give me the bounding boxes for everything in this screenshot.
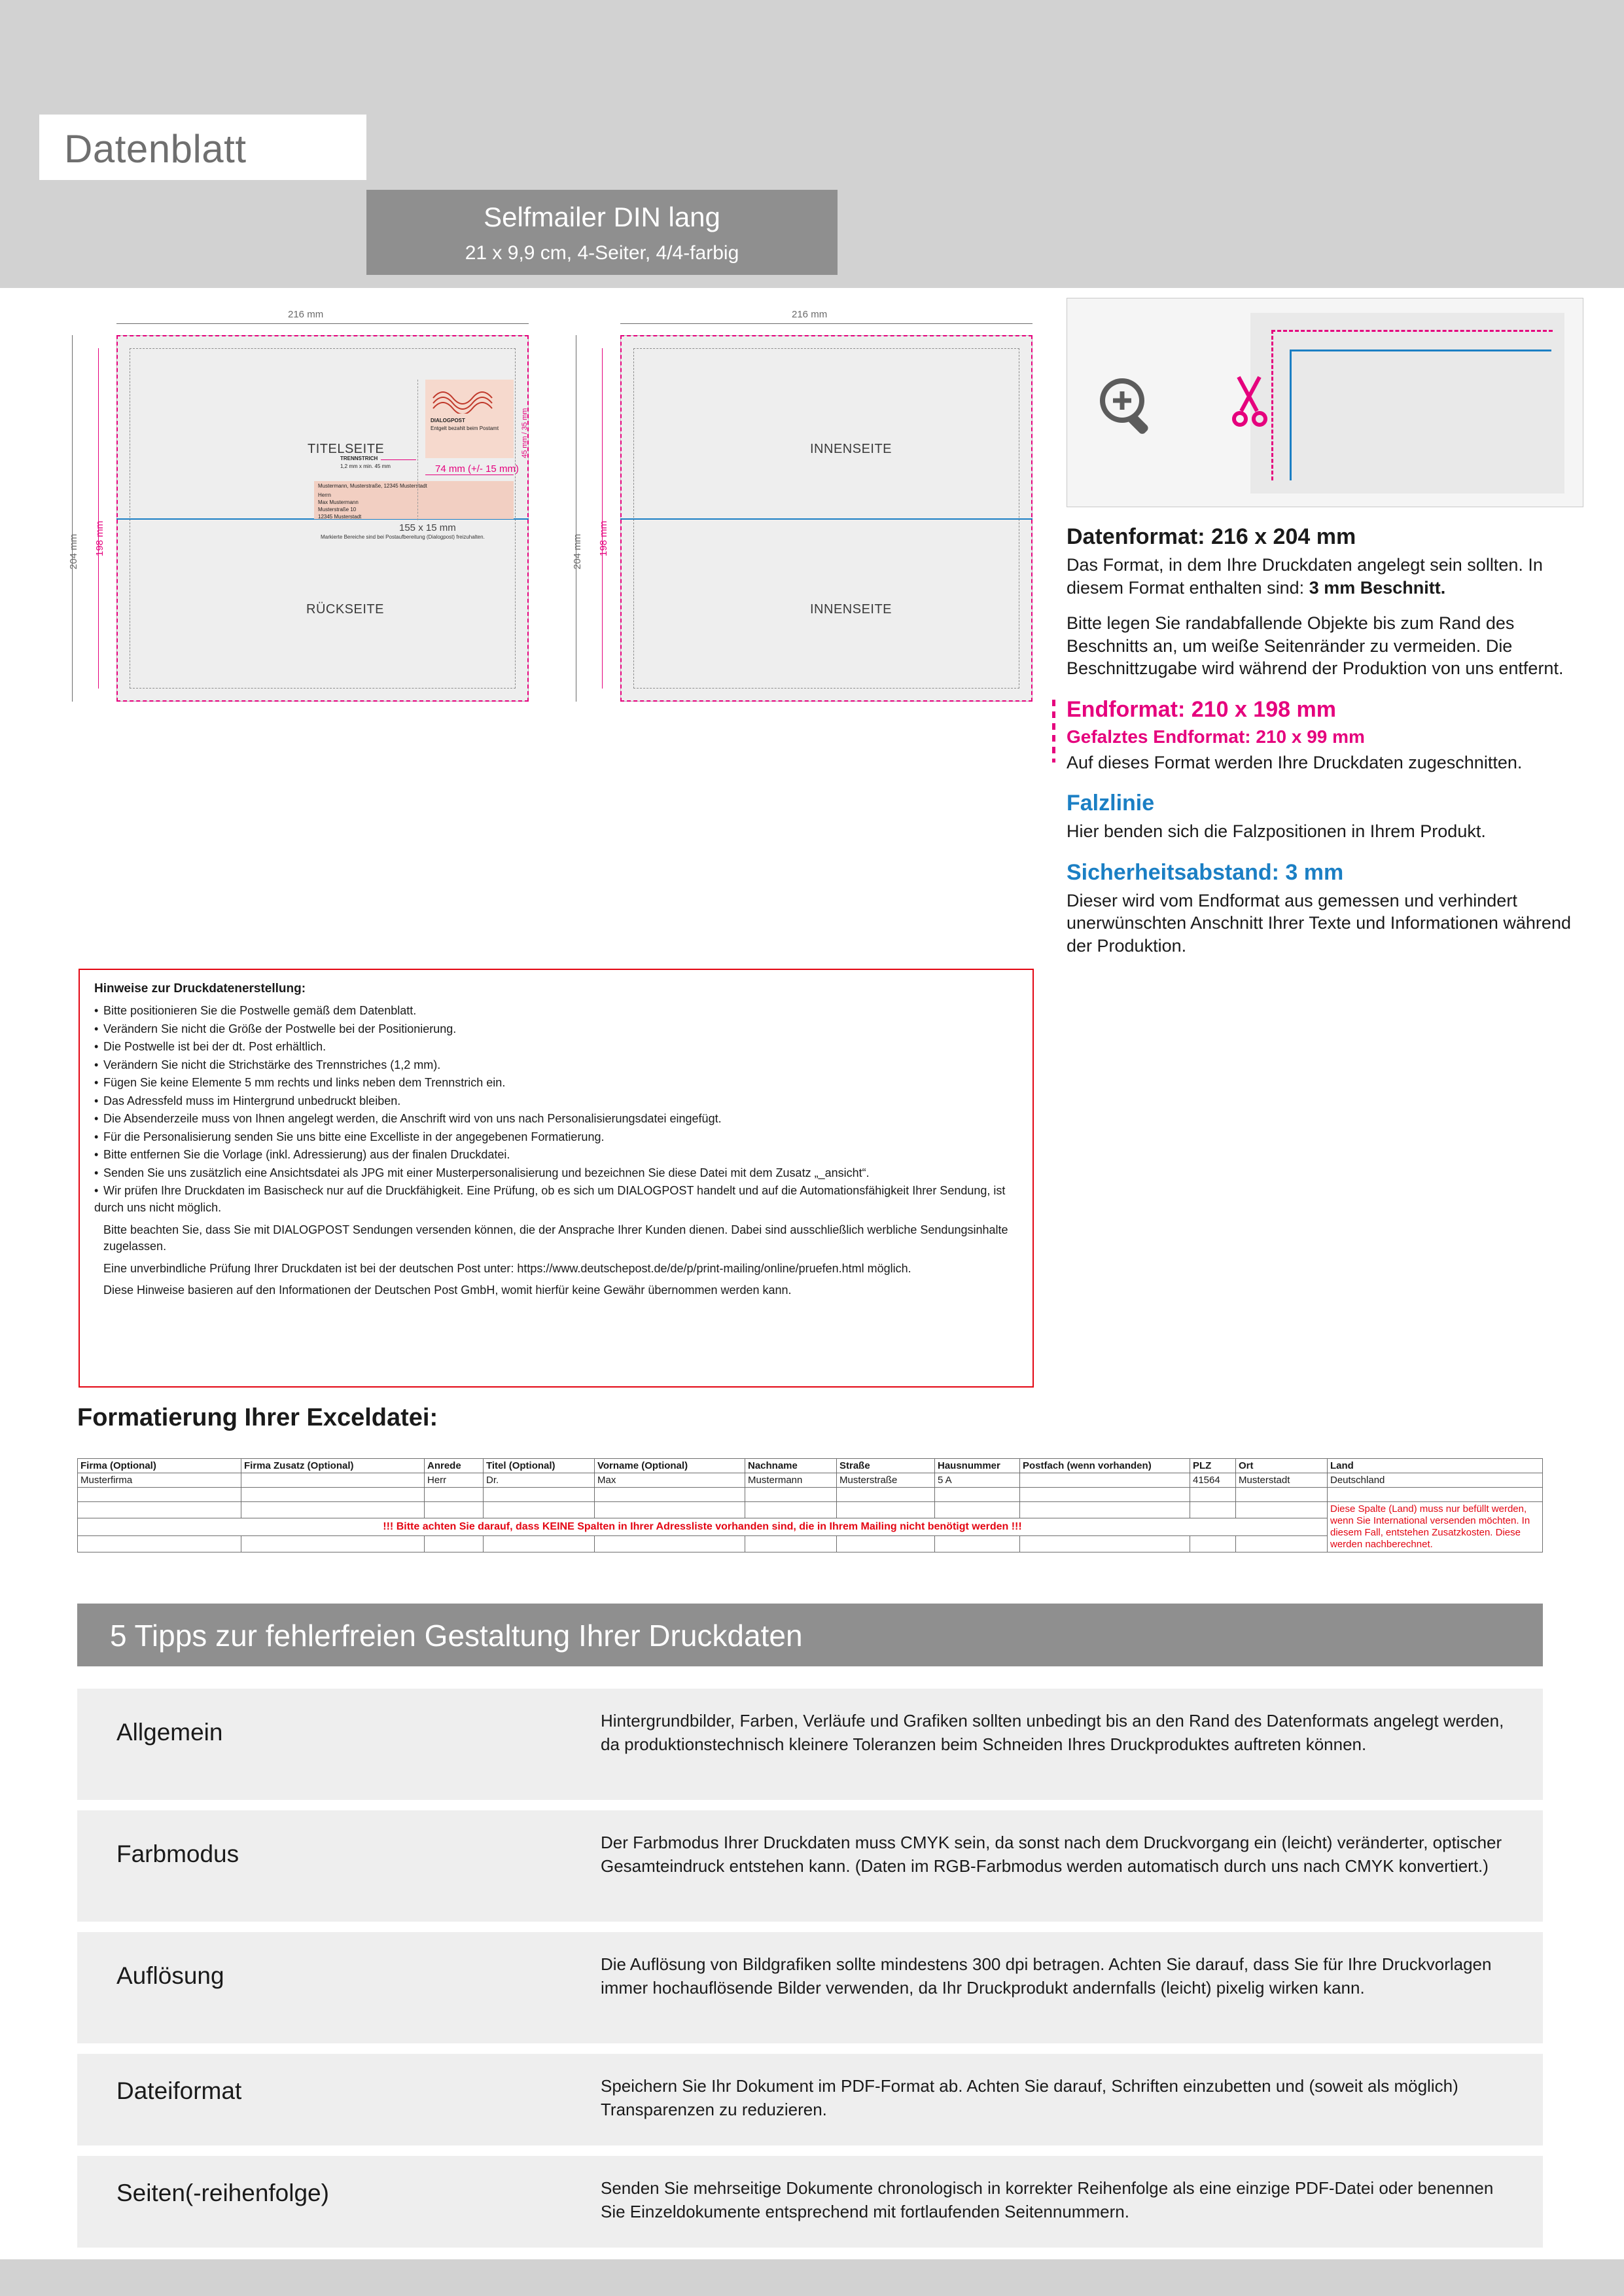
excel-format-table — [77, 1458, 1543, 1552]
hinweise-list — [94, 1003, 1018, 1217]
hinweise-title: Hinweise zur Druckdatenerstellung: — [94, 982, 306, 996]
hinweise-item: • Fügen Sie keine Elemente 5 mm rechts und links neben dem Trennstrich ein. — [94, 1076, 506, 1090]
cell-empty — [425, 1502, 484, 1518]
info-datenformat-text2: Bitte legen Sie randabfallende Objekte bis zum Rand des Beschnitts an, um weiße Seitenränder zu vermeiden. Die Beschnittzugabe wird während der Produktion von uns entfernt. — [1067, 613, 1564, 679]
hinweise-item-text: Fügen Sie keine Elemente 5 mm rechts und links neben dem Trennstrich ein. — [103, 1076, 506, 1090]
info-endformat-heading: Endformat: 210 x 198 mm — [1067, 696, 1336, 722]
info-datenformat-text1a: Das Format, in dem Ihre Druckdaten angelegt sein sollten. In diesem Format enthalten sind: — [1067, 555, 1543, 598]
cell-empty — [78, 1488, 241, 1502]
info-datenformat-text1b: 3 mm Beschnitt. — [1309, 577, 1446, 598]
info-column — [1067, 298, 1583, 957]
col-anrede: Anrede — [425, 1459, 484, 1473]
hinweise-item-text: Bitte positionieren Sie die Postwelle gemäß dem Datenblatt. — [103, 1004, 417, 1017]
cell-postfach — [1020, 1473, 1190, 1488]
excel-red-note: Diese Spalte (Land) muss nur befüllt werden, wenn Sie International versenden möchten. In diesem Fall, entstehen Zusatzkosten. Diese werden nachberechnet. — [1328, 1502, 1543, 1552]
col-hausnummer: Hausnummer — [935, 1459, 1020, 1473]
tip-label: Auflösung — [116, 1962, 224, 1989]
product-name: Selfmailer DIN lang — [484, 202, 720, 232]
preview-card — [1067, 298, 1583, 507]
cell-empty — [241, 1535, 425, 1552]
cell-empty — [425, 1535, 484, 1552]
tip-label: Seiten(-reihenfolge) — [116, 2179, 329, 2206]
hinweise-item: • Bitte positionieren Sie die Postwelle gemäß dem Datenblatt. — [94, 1004, 417, 1017]
hinweise-item-text: Die Postwelle ist bei der dt. Post erhältlich. — [103, 1040, 327, 1054]
magnifier-icon — [1093, 372, 1165, 447]
page-title-chip — [39, 115, 366, 180]
page-title: Datenblatt — [64, 127, 247, 171]
info-endformat-heading2: Gefalztes Endformat: 210 x 99 mm — [1067, 726, 1365, 747]
cell-empty — [837, 1502, 935, 1518]
cell-empty — [935, 1502, 1020, 1518]
caption-titelseite: TITELSEITE — [308, 442, 385, 456]
cell-empty — [1190, 1535, 1236, 1552]
stamp-label: DIALOGPOST — [431, 418, 465, 423]
hinweise-item: • Verändern Sie nicht die Größe der Postwelle bei der Positionierung. — [94, 1022, 457, 1035]
product-title-box — [366, 190, 838, 275]
caption-innenseite-top: INNENSEITE — [810, 442, 892, 456]
caption-rueckseite: RÜCKSEITE — [306, 602, 384, 617]
excel-title: Formatierung Ihrer Exceldatei: — [77, 1404, 438, 1431]
address-line-3: Musterstraße 10 — [318, 507, 357, 512]
hinweise-paragraph: Diese Hinweise basieren auf den Informationen der Deutschen Post GmbH, womit hierfür keine Gewähr übernommen werden kann. — [103, 1283, 792, 1297]
info-datenformat-heading: Datenformat: 216 x 204 mm — [1067, 524, 1356, 549]
col-firma-zusatz: Firma Zusatz (Optional) — [241, 1459, 425, 1473]
tipps-title: 5 Tipps zur fehlerfreien Gestaltung Ihrer Druckdaten — [110, 1619, 803, 1653]
cell-empty — [425, 1488, 484, 1502]
col-land: Land — [1328, 1459, 1543, 1473]
tip-text: Speichern Sie Ihr Dokument im PDF-Format ab. Achten Sie darauf, Schriften einzubetten und (soweit als möglich) Transparenzen zu reduzieren. — [601, 2076, 1458, 2119]
tip-text: Senden Sie mehrseitige Dokumente chronologisch in korrekter Reihenfolge als eine einzige PDF-Datei oder benennen Sie Einzeldokumente entsprechend mit fortlaufenden Seitennummern. — [601, 2178, 1494, 2221]
col-titel: Titel (Optional) — [484, 1459, 595, 1473]
table-warning-row — [78, 1518, 1543, 1535]
info-falzlinie — [1067, 791, 1583, 843]
cell-empty — [241, 1502, 425, 1518]
hinweise-item-text: Verändern Sie nicht die Strichstärke des Trennstriches (1,2 mm). — [103, 1058, 441, 1071]
hinweise-item: • Bitte entfernen Sie die Vorlage (inkl. Adressierung) aus der finalen Druckdatei. — [94, 1148, 510, 1162]
hinweise-paragraph: Bitte beachten Sie, dass Sie mit DIALOGPOST Sendungen versenden können, die der Ansprache Ihrer Kunden dienen. Dabei sind ausschließlich werbliche Sendungsinhalte zugelassen. — [103, 1223, 1008, 1253]
tip-label: Dateiformat — [116, 2077, 242, 2104]
address-line-2: Max Mustermann — [318, 499, 359, 505]
hinweise-item-text: Bitte entfernen Sie die Vorlage (inkl. Adressierung) aus der finalen Druckdatei. — [103, 1148, 510, 1162]
dim-198-right: 198 mm — [598, 520, 609, 556]
tip-row-seitenreihenfolge — [77, 2156, 1543, 2248]
tipps-header — [77, 1604, 1543, 1666]
address-note: Markierte Bereiche sind bei Postaufbereitung (Dialogpost) freizuhalten. — [321, 534, 485, 540]
fold-line-right — [620, 518, 1033, 520]
col-firma: Firma (Optional) — [78, 1459, 241, 1473]
cell-nachname: Mustermann — [745, 1473, 837, 1488]
footer-band — [0, 2259, 1624, 2296]
cell-ort: Musterstadt — [1236, 1473, 1328, 1488]
tip-row-allgemein — [77, 1689, 1543, 1800]
hinweise-item: • Verändern Sie nicht die Strichstärke des Trennstriches (1,2 mm). — [94, 1058, 441, 1071]
table-row — [78, 1473, 1543, 1488]
tip-label: Allgemein — [116, 1719, 223, 1746]
cell-vorname: Max — [595, 1473, 745, 1488]
address-line-1: Herrn — [318, 492, 332, 498]
tip-row-aufloesung — [77, 1932, 1543, 2043]
cell-empty — [745, 1488, 837, 1502]
col-strasse: Straße — [837, 1459, 935, 1473]
cell-empty — [745, 1535, 837, 1552]
col-ort: Ort — [1236, 1459, 1328, 1473]
hinweise-item: • Die Absenderzeile muss von Ihnen angelegt werden, die Anschrift wird von uns nach Personalisierungsdatei eingefügt. — [94, 1112, 722, 1126]
col-vorname: Vorname (Optional) — [595, 1459, 745, 1473]
postwelle-area — [425, 380, 514, 458]
cell-empty — [745, 1502, 837, 1518]
info-sicherheitsabstand — [1067, 860, 1583, 958]
cell-empty — [1020, 1488, 1190, 1502]
table-row-empty — [78, 1502, 1543, 1518]
diagram-panel-inner — [563, 295, 1040, 766]
hinweise-item-text: Wir prüfen Ihre Druckdaten im Basischeck nur auf die Druckfähigkeit. Eine Prüfung, ob es sich um DIALOGPOST handelt und auf die Automationsfähigkeit Ihrer Sendung, ist durch uns nicht möglich. — [94, 1184, 1006, 1215]
hinweise-item: • Das Adressfeld muss im Hintergrund unbedruckt bleiben. — [94, 1094, 401, 1107]
cell-firma-zusatz — [241, 1473, 425, 1488]
endformat-pink-marker — [1052, 700, 1055, 762]
hinweise-item-text: Die Absenderzeile muss von Ihnen angelegt werden, die Anschrift wird von uns nach Personalisierungsdatei eingefügt. — [103, 1112, 722, 1126]
info-endformat — [1067, 697, 1583, 774]
cell-empty — [1236, 1502, 1328, 1518]
col-postfach: Postfach (wenn vorhanden) — [1020, 1459, 1190, 1473]
tip-row-farbmodus — [77, 1810, 1543, 1922]
cell-strasse: Musterstraße — [837, 1473, 935, 1488]
cell-empty — [484, 1488, 595, 1502]
cell-plz: 41564 — [1190, 1473, 1236, 1488]
tip-text: Der Farbmodus Ihrer Druckdaten muss CMYK sein, da sonst nach dem Druckvorgang ein (leicht) veränderter, optischer Gesamteindruck entstehen kann. (Daten im RGB-Farbmodus werden automatisch durch uns nach CMYK konvertiert.) — [601, 1833, 1502, 1876]
cell-empty — [1190, 1488, 1236, 1502]
cell-empty — [837, 1535, 935, 1552]
cell-empty — [595, 1535, 745, 1552]
dim-216-top-left: 216 mm — [288, 309, 324, 320]
col-plz: PLZ — [1190, 1459, 1236, 1473]
dim-side-left: 45 mm / 35 mm — [521, 408, 529, 458]
hinweise-item-text: Das Adressfeld muss im Hintergrund unbedruckt bleiben. — [103, 1094, 401, 1107]
table-row-empty — [78, 1535, 1543, 1552]
cell-empty — [1236, 1488, 1328, 1502]
info-falzlinie-text: Hier benden sich die Falzpositionen in Ihrem Produkt. — [1067, 821, 1486, 842]
format-diagrams — [0, 295, 1060, 792]
hinweise-paragraph: Eine unverbindliche Prüfung Ihrer Druckdaten ist bei der deutschen Post unter: https://www.deutschepost.de/de/p/print-mailing/online/pruefen.html möglich. — [103, 1261, 911, 1275]
hinweise-item-text: Für die Personalisierung senden Sie uns bitte eine Excelliste in der angegebenen Formatierung. — [103, 1130, 605, 1143]
hinweise-item: • Für die Personalisierung senden Sie uns bitte eine Excelliste in der angegebenen Formatierung. — [94, 1130, 605, 1143]
info-falzlinie-heading: Falzlinie — [1067, 791, 1155, 816]
tip-row-dateiformat — [77, 2054, 1543, 2145]
trennstrich-sublabel: 1,2 mm x min. 45 mm — [340, 463, 391, 469]
tip-text: Hintergrundbilder, Farben, Verläufe und Grafiken sollten unbedingt bis an den Rand des Datenformats angelegt werden, da produktionstechnisch kleinere Toleranzen beim Schneiden Ihres Druckproduktes auftreten können. — [601, 1711, 1504, 1754]
cell-land: Deutschland — [1328, 1473, 1543, 1488]
hinweise-item: • Senden Sie uns zusätzlich eine Ansichtsdatei als JPG mit einer Musterpersonalisierung und bezeichnen Sie diese Datei mit dem Zusatz „_ansicht“. — [94, 1166, 870, 1179]
hinweise-item-text: Senden Sie uns zusätzlich eine Ansichtsdatei als JPG mit einer Musterpersonalisierung und bezeichnen Sie diese Datei mit dem Zusatz „_ansicht“. — [103, 1166, 870, 1179]
dim-postwelle: 74 mm (+/- 15 mm) — [435, 463, 519, 475]
hinweise-item: • Wir prüfen Ihre Druckdaten im Basischeck nur auf die Druckfähigkeit. Eine Prüfung, ob es sich um DIALOGPOST handelt und auf die Automationsfähigkeit Ihrer Sendung, ist durch uns nicht möglich. — [94, 1184, 1006, 1215]
dim-204-right: 204 mm — [572, 533, 583, 569]
dim-204-left: 204 mm — [68, 533, 79, 569]
excel-warning: !!! Bitte achten Sie darauf, dass KEINE Spalten in Ihrer Adressliste vorhanden sind, die in Ihrem Mailing nicht benötigt werden !!! — [78, 1518, 1328, 1535]
table-row-empty — [78, 1488, 1543, 1502]
scissors-icon — [1231, 370, 1270, 433]
tip-text: Die Auflösung von Bildgrafiken sollte mindestens 300 dpi betragen. Achten Sie darauf, dass Sie für Ihre Druckvorlagen immer hochauflösende Bilder verwenden, da Ihr Druckprodukt andernfalls (leicht) pixelig wirken kann. — [601, 1954, 1492, 1998]
product-specs: 21 x 9,9 cm, 4-Seiter, 4/4-farbig — [465, 242, 739, 264]
diagram-panel-front-back — [59, 295, 537, 766]
hinweise-item: • Die Postwelle ist bei der dt. Post erhältlich. — [94, 1040, 327, 1054]
info-datenformat-text1 — [1067, 554, 1583, 599]
hinweise-item-text: Verändern Sie nicht die Größe der Postwelle bei der Positionierung. — [103, 1022, 457, 1035]
info-sicherheitsabstand-text: Dieser wird vom Endformat aus gemessen und verhindert unerwünschten Anschnitt Ihrer Texte und Informationen während der Produktion. — [1067, 890, 1571, 956]
tip-label: Farbmodus — [116, 1840, 239, 1867]
cell-empty — [595, 1502, 745, 1518]
address-line-4: 12345 Musterstadt — [318, 514, 362, 520]
hinweise-box — [79, 969, 1034, 1388]
info-endformat-text: Auf dieses Format werden Ihre Druckdaten zugeschnitten. — [1067, 752, 1523, 772]
table-header-row — [78, 1459, 1543, 1473]
dim-address: 155 x 15 mm — [399, 522, 456, 533]
trennstrich-label: TRENNSTRICH — [340, 456, 378, 461]
preview-fold-outline — [1290, 350, 1551, 480]
dim-216-top-right: 216 mm — [792, 309, 828, 320]
cell-empty — [935, 1535, 1020, 1552]
cell-empty — [1328, 1488, 1543, 1502]
postwelle-icon — [432, 384, 510, 414]
dim-198-left: 198 mm — [94, 520, 105, 556]
cell-anrede: Herr — [425, 1473, 484, 1488]
col-nachname: Nachname — [745, 1459, 837, 1473]
cell-empty — [1190, 1502, 1236, 1518]
cell-hausnummer: 5 A — [935, 1473, 1020, 1488]
info-datenformat — [1067, 524, 1583, 680]
cell-empty — [78, 1535, 241, 1552]
stamp-sublabel: Entgelt bezahlt beim Postamt — [431, 425, 499, 431]
trennstrich — [417, 380, 418, 520]
cell-titel: Dr. — [484, 1473, 595, 1488]
info-sicherheitsabstand-heading: Sicherheitsabstand: 3 mm — [1067, 859, 1344, 885]
caption-innenseite-bottom: INNENSEITE — [810, 602, 892, 617]
cell-empty — [1236, 1535, 1328, 1552]
cell-empty — [241, 1488, 425, 1502]
cell-empty — [1020, 1535, 1190, 1552]
cell-empty — [78, 1502, 241, 1518]
address-sender-line: Mustermann, Musterstraße, 12345 Musterstadt — [318, 483, 427, 489]
cell-empty — [595, 1488, 745, 1502]
cell-empty — [837, 1488, 935, 1502]
cell-empty — [484, 1535, 595, 1552]
cell-empty — [935, 1488, 1020, 1502]
cell-firma: Musterfirma — [78, 1473, 241, 1488]
cell-empty — [484, 1502, 595, 1518]
cell-empty — [1020, 1502, 1190, 1518]
